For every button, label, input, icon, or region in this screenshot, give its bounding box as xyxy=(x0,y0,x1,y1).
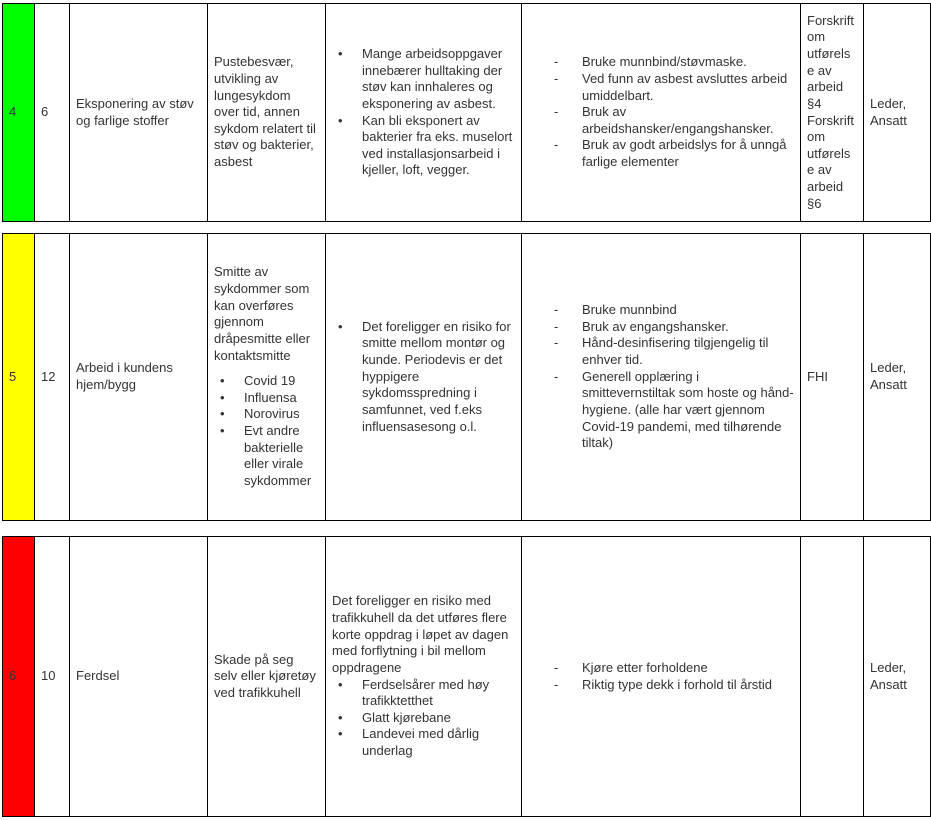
cause-text: Kan bli eksponert av bakterier fra eks. muselort ved installasjonsarbeid i kjeller, loft, vegger. xyxy=(362,112,513,178)
risk-level-cell xyxy=(3,537,35,816)
consequence-cell xyxy=(208,537,326,816)
risk-level-value: 4 xyxy=(9,104,17,120)
measure-item xyxy=(528,302,794,319)
responsible-text: Leder, Ansatt xyxy=(870,360,907,392)
bullet-marker: • xyxy=(338,676,343,692)
bullet-marker: • xyxy=(220,423,225,439)
dash-marker: - xyxy=(554,368,559,384)
risk-level-value: 6 xyxy=(9,668,17,684)
responsible-text: Leder, Ansatt xyxy=(870,659,907,692)
causes-cell xyxy=(326,4,522,221)
measure-item xyxy=(528,71,794,104)
bullet-marker: • xyxy=(338,112,343,128)
reference-cell xyxy=(801,4,864,221)
reference-text: Forskrift om utførelse av arbeid §4 Forskrift om utførelse av arbeid §6 xyxy=(807,12,854,211)
measure-text: Hånd-desinfisering tilgjengelig til enhver tid. xyxy=(582,335,769,368)
risk-level-value: 5 xyxy=(9,368,17,384)
responsible-cell xyxy=(864,537,930,816)
cause-text: Landevei med dårlig underlag xyxy=(362,726,480,758)
cause-item xyxy=(332,726,515,759)
dash-marker: - xyxy=(554,137,559,153)
dash-marker: - xyxy=(554,302,559,318)
reference-text: FHI xyxy=(807,368,828,384)
measures-cell xyxy=(522,4,801,221)
measure-text: Bruk av engangshansker. xyxy=(582,318,729,334)
hazard-cell xyxy=(70,234,208,520)
risk-score-value: 12 xyxy=(41,368,56,384)
consequence-text: Pustebesvær, utvikling av lungesykdom over tid, annen sykdom relatert til støv og bakterier, asbest xyxy=(214,54,316,170)
cause-text: Mange arbeidsoppgaver innebærer hulltaking der støv kan innhaleres og eksponering av asbest. xyxy=(362,46,503,111)
cause-item xyxy=(332,677,515,710)
consequence-cell xyxy=(208,4,326,221)
measure-item xyxy=(528,335,794,368)
risk-score-cell xyxy=(35,4,70,221)
reference-cell xyxy=(801,234,864,520)
measure-text: Riktig type dekk i forhold til årstid xyxy=(582,676,773,692)
hazard-text: Arbeid i kundens hjem/bygg xyxy=(76,360,173,392)
causes-cell xyxy=(326,234,522,520)
bullet-marker: • xyxy=(338,726,343,742)
cause-item xyxy=(332,710,515,727)
hazard-text: Eksponering av støv og farlige stoffer xyxy=(76,95,194,128)
dash-marker: - xyxy=(554,676,559,692)
consequence-item xyxy=(214,390,319,407)
hazard-text: Ferdsel xyxy=(76,668,120,684)
risk-score-cell xyxy=(35,537,70,816)
consequence-text: Skade på seg selv eller kjøretøy ved trafikkuhell xyxy=(214,651,316,700)
dash-marker: - xyxy=(554,54,559,70)
cause-text: Ferdselsårer med høy trafikktetthet xyxy=(362,676,490,709)
bullet-marker: • xyxy=(338,709,343,725)
hazard-cell xyxy=(70,537,208,816)
causes-cell xyxy=(326,537,522,816)
cause-text: Det foreligger en risiko for smitte mellom montør og kunde. Periodevis er det hyppigere sykdomsspredning i samfunnet, ved f.eks influensasesong o.l. xyxy=(362,318,511,434)
bullet-marker: • xyxy=(338,318,343,334)
bullet-marker: • xyxy=(338,46,343,61)
risk-row-yellow xyxy=(2,233,931,521)
responsible-cell xyxy=(864,4,930,221)
consequence-cell xyxy=(208,234,326,520)
measure-text: Generell opplæring i smittevernstiltak som hoste og hånd-hygiene. (alle har vært gjennom Covid-19 pandemi, med tilhørende tiltak) xyxy=(582,368,794,451)
causes-intro-text: Det foreligger en risiko med trafikkuhell da det utføres flere korte oppdrag i løpet av dagen med forflytning i bil mellom oppdragene xyxy=(332,593,509,675)
bullet-marker: • xyxy=(220,373,225,389)
measure-item xyxy=(528,137,794,170)
cause-item xyxy=(332,113,515,180)
measure-text: Bruk av godt arbeidslys for å unngå farlige elementer xyxy=(582,137,787,170)
measure-item xyxy=(528,54,794,71)
risk-score-cell xyxy=(35,234,70,520)
measure-text: Bruk av arbeidshansker/engangshansker. xyxy=(582,104,774,136)
measures-cell xyxy=(522,537,801,816)
risk-score-value: 6 xyxy=(41,104,49,120)
risk-score-value: 10 xyxy=(41,668,56,684)
dash-marker: - xyxy=(554,318,559,334)
measure-item xyxy=(528,369,794,452)
consequence-item xyxy=(214,423,319,490)
measure-item xyxy=(528,677,794,694)
consequence-item xyxy=(214,406,319,423)
cause-item xyxy=(332,319,515,435)
risk-row-red xyxy=(2,536,931,817)
measure-item xyxy=(528,319,794,336)
dash-marker: - xyxy=(554,659,559,675)
measure-text: Bruke munnbind/støvmaske. xyxy=(582,54,747,70)
consequence-bullet-text: Influensa xyxy=(244,389,297,405)
bullet-marker: • xyxy=(220,406,225,422)
risk-level-cell xyxy=(3,234,35,520)
measures-cell xyxy=(522,234,801,520)
measure-text: Bruke munnbind xyxy=(582,302,677,318)
dash-marker: - xyxy=(554,104,559,120)
consequence-bullet-text: Covid 19 xyxy=(244,373,296,389)
responsible-cell xyxy=(864,234,930,520)
consequence-text: Smitte av sykdommer som kan overføres gjennom dråpesmitte eller kontaktsmitte xyxy=(214,264,311,363)
responsible-text: Leder, Ansatt xyxy=(870,95,907,128)
measure-text: Kjøre etter forholdene xyxy=(582,659,708,675)
consequence-item xyxy=(214,373,319,390)
risk-row-green xyxy=(2,3,931,222)
risk-level-cell xyxy=(3,4,35,221)
consequence-bullet-text: Evt andre bakterielle eller virale sykdommer xyxy=(244,423,312,488)
consequence-bullet-text: Norovirus xyxy=(244,406,300,422)
hazard-cell xyxy=(70,4,208,221)
reference-cell xyxy=(801,537,864,816)
measure-item xyxy=(528,660,794,677)
measure-item xyxy=(528,104,794,137)
dash-marker: - xyxy=(554,335,559,351)
dash-marker: - xyxy=(554,70,559,86)
cause-text: Glatt kjørebane xyxy=(362,709,451,725)
measure-text: Ved funn av asbest avsluttes arbeid umiddelbart. xyxy=(582,70,788,103)
cause-item xyxy=(332,46,515,113)
bullet-marker: • xyxy=(220,389,225,405)
